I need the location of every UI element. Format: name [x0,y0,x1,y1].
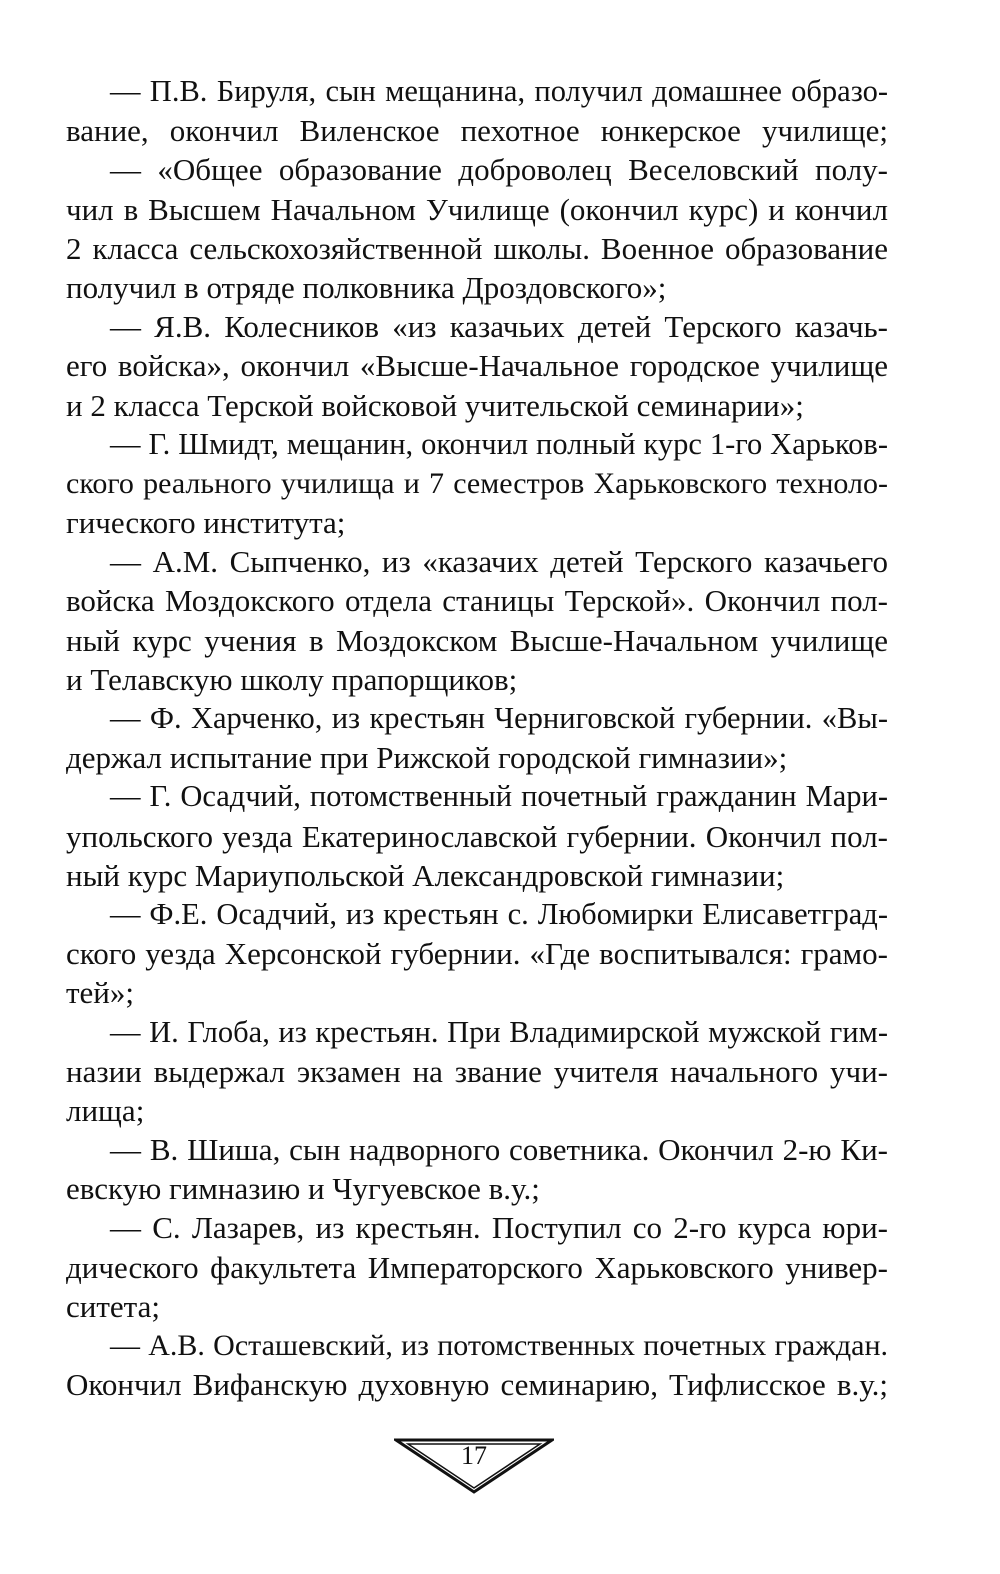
text-line: — Г. Шмидт, мещанин, окончил полный курс 1-го Харьков- [110,426,888,461]
text-line: — И. Глоба, из крестьян. При Владимирской мужской гим- [110,1014,888,1049]
text-line: и Телавскую школу прапорщиков; [66,661,518,697]
page-number: 17 [461,1441,487,1470]
text-line: ского уезда Херсонской губернии. «Где воспитывался: грамо- [66,936,888,972]
body-text [66,72,888,1404]
text-line: назии выдержал экзамен на звание учителя начального учи- [66,1053,888,1089]
text-line: — Я.В. Колесников «из казачьих детей Терского казачь- [110,309,888,345]
text-line: — Ф. Харченко, из крестьян Черниговской губернии. «Вы- [110,701,888,735]
text-line: тей»; [66,975,135,1011]
text-line: вание, окончил Виленское пехотное юнкерское училище; [66,113,888,149]
text-line: — А.М. Сыпченко, из «казачих детей Терского казачьего [110,544,888,580]
text-line: ный курс Мариупольской Александровской гимназии; [66,857,785,893]
text-line: чил в Высшем Начальном Училище (окончил курс) и кончил [66,191,888,227]
text-line: ный курс учения в Моздокском Высше-Начальном училище [66,622,888,658]
text-line: упольского уезда Екатеринославской губернии. Окончил пол- [66,818,888,854]
text-line: получил в отряде полковника Дроздовского»; [66,269,667,305]
text-line: дического факультета Императорского Харьковского универ- [66,1249,888,1285]
text-line: войска Моздокского отдела станицы Терской». Окончил пол- [66,583,888,619]
text-line: ского реального училища и 7 семестров Харьковского техноло- [66,466,888,500]
text-line: — В. Шиша, сын надворного советника. Окончил 2-ю Ки- [110,1132,888,1168]
text-line: евскую гимназию и Чугуевское в.у.; [66,1171,540,1207]
text-line: — П.В. Бируля, сын мещанина, получил домашнее образо- [110,74,888,108]
text-line: — Ф.Е. Осадчий, из крестьян с. Любомирки Елисаветград- [110,896,888,931]
text-line: гического института; [66,505,346,541]
text-line: его войска», окончил «Высше-Начальное городское училище [66,348,888,384]
text-line: 2 класса сельскохозяйственной школы. Военное образование [66,230,888,266]
text-line: — А.В. Осташевский, из потомственных почетных граждан. [110,1329,888,1362]
text-line: — Г. Осадчий, потомственный почетный гражданин Мари- [110,779,888,814]
text-line: — С. Лазарев, из крестьян. Поступил со 2-го курса юри- [110,1210,888,1246]
text-line: — «Общее образование доброволец Веселовский полу- [110,152,888,188]
text-line: держал испытание при Рижской городской гимназии»; [66,740,788,776]
text-line: Окончил Вифанскую духовную семинарию, Тифлисское в.у.; [66,1367,888,1403]
page-number-ornament [394,1436,554,1496]
text-line: лища; [66,1092,145,1128]
text-line: ситета; [66,1288,160,1324]
text-line: и 2 класса Терской войсковой учительской семинарии»; [66,387,804,423]
